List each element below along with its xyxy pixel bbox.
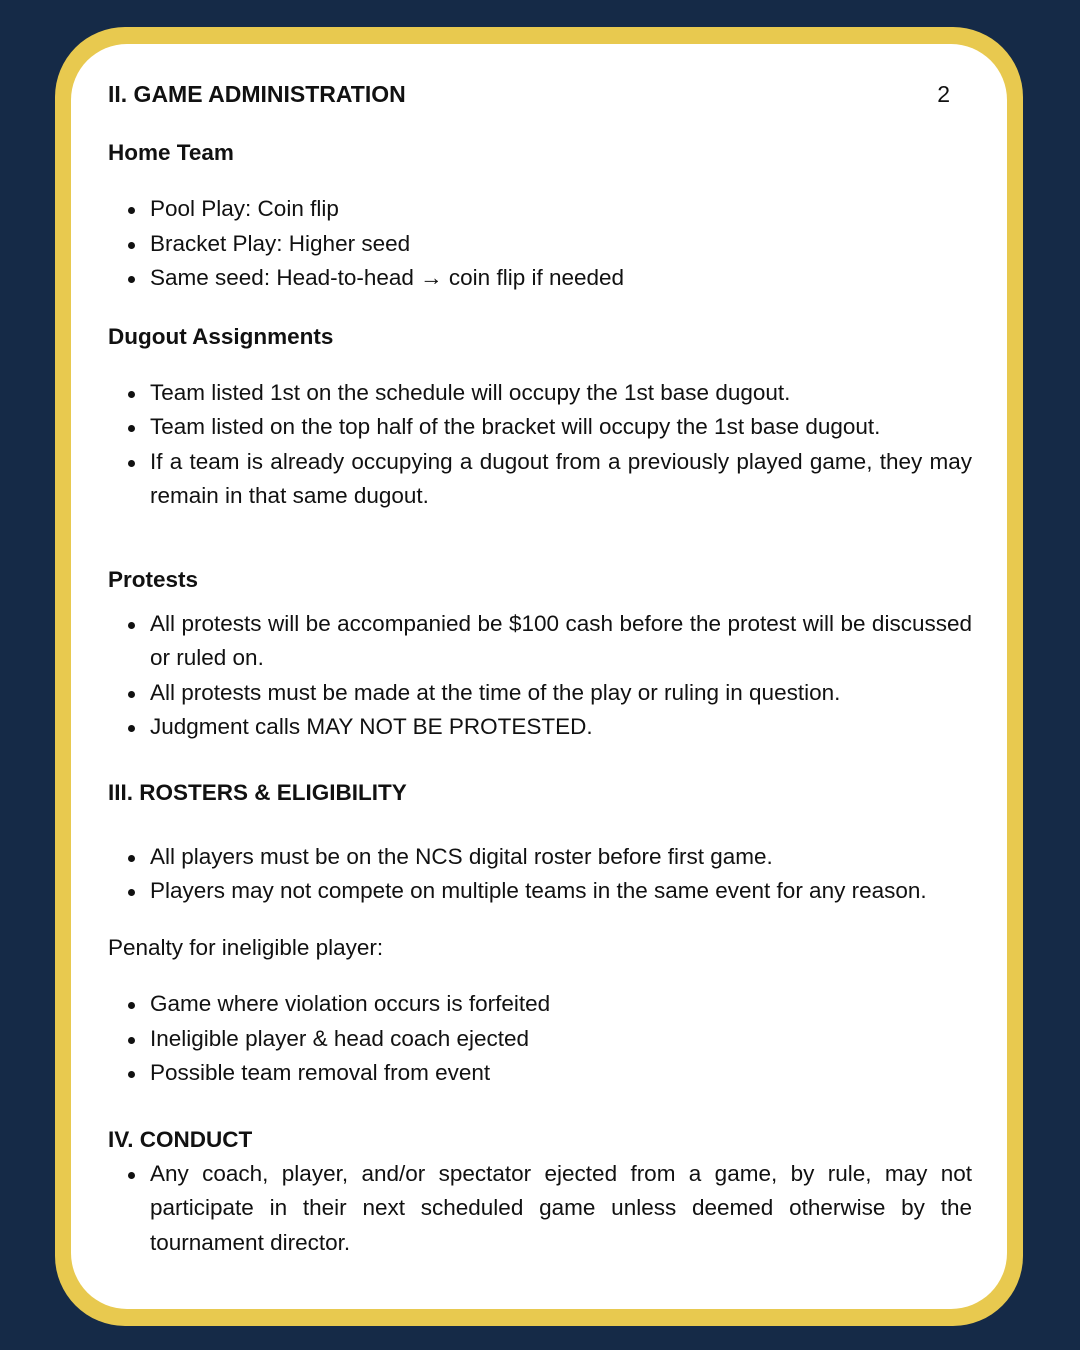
penalty-label: Penalty for ineligible player: bbox=[108, 934, 384, 960]
page-number: 2 bbox=[937, 81, 950, 107]
page-header bbox=[108, 76, 972, 112]
list-item: Pool Play: Coin flip bbox=[108, 192, 972, 227]
heading-protests: Protests bbox=[108, 566, 199, 592]
penalty-list bbox=[108, 987, 972, 1091]
heading-dugout-assignments: Dugout Assignments bbox=[108, 323, 334, 349]
list-item: Bracket Play: Higher seed bbox=[108, 227, 972, 262]
list-item: Ineligible player & head coach ejected bbox=[108, 1022, 972, 1057]
list-item: Game where violation occurs is forfeited bbox=[108, 987, 972, 1022]
list-item: Any coach, player, and/or spectator ejected from a game, by rule, may not participate in their next scheduled game unless deemed otherwise by the tournament director. bbox=[108, 1157, 972, 1261]
protests-list bbox=[108, 607, 972, 745]
rosters-list bbox=[108, 840, 972, 909]
list-item: Team listed on the top half of the bracket will occupy the 1st base dugout. bbox=[108, 410, 972, 445]
section-title-game-administration: II. GAME ADMINISTRATION bbox=[108, 81, 406, 107]
document-content bbox=[108, 76, 972, 1260]
heading-home-team: Home Team bbox=[108, 140, 234, 165]
list-item: All protests will be accompanied be $100 cash before the protest will be discussed or ruled on. bbox=[108, 607, 972, 676]
list-item: Possible team removal from event bbox=[108, 1056, 972, 1091]
section-title-rosters-eligibility: III. ROSTERS & ELIGIBILITY bbox=[108, 779, 407, 805]
list-item: Players may not compete on multiple teams in the same event for any reason. bbox=[108, 874, 972, 909]
list-item: All players must be on the NCS digital roster before first game. bbox=[108, 840, 972, 875]
home-team-list bbox=[108, 192, 972, 296]
section-title-conduct: IV. CONDUCT bbox=[108, 1126, 253, 1152]
conduct-list bbox=[108, 1157, 972, 1261]
list-item: Judgment calls MAY NOT BE PROTESTED. bbox=[108, 710, 972, 745]
list-item: All protests must be made at the time of the play or ruling in question. bbox=[108, 676, 972, 711]
list-item: If a team is already occupying a dugout from a previously played game, they may remain in that same dugout. bbox=[108, 445, 972, 514]
list-item: Team listed 1st on the schedule will occupy the 1st base dugout. bbox=[108, 376, 972, 411]
list-item: Same seed: Head-to-head → coin flip if needed bbox=[108, 261, 972, 296]
dugout-list bbox=[108, 376, 972, 514]
